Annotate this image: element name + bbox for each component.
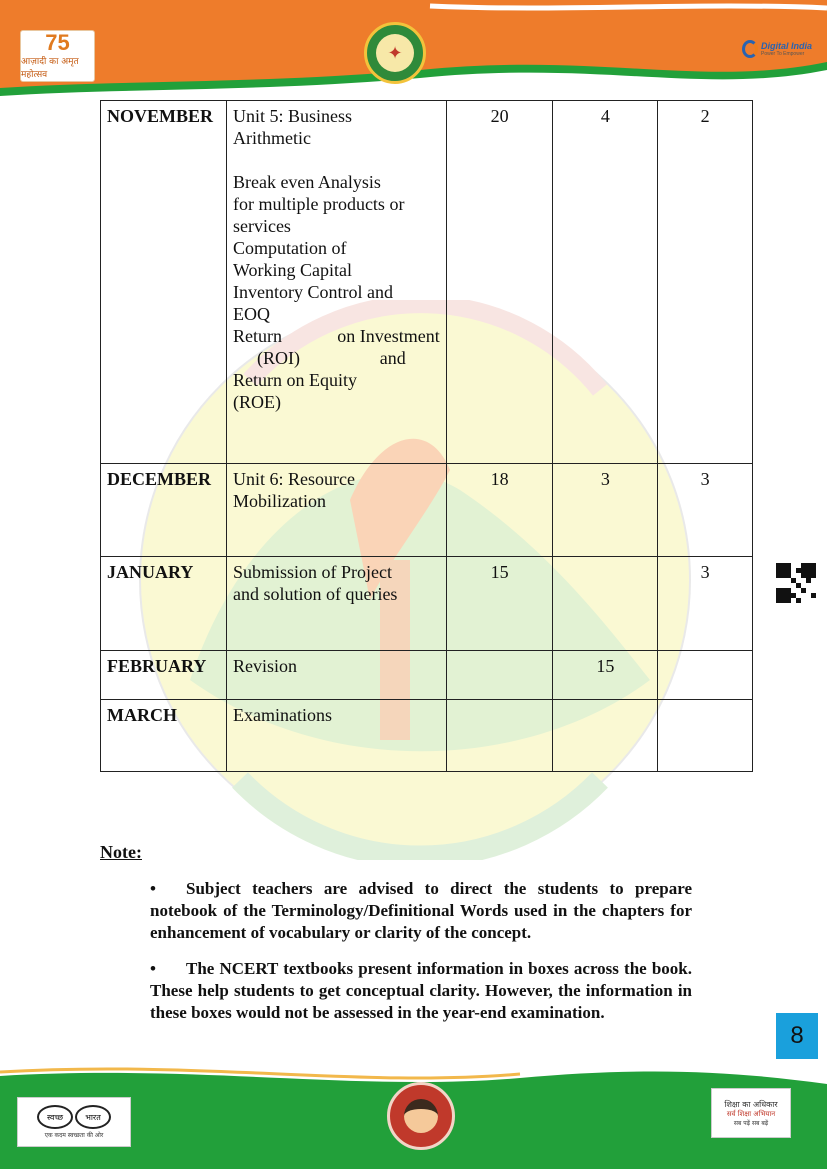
note-text: The NCERT textbooks present information in boxes across the book. These help students to get conceptual clarity. However, the information in these boxes would not be assessed in the year-end examination. [150, 959, 692, 1022]
lens-left: स्वच्छ [37, 1105, 73, 1129]
girl-face-icon [404, 1099, 438, 1133]
value-cell [553, 557, 658, 651]
topic-cell [226, 700, 446, 772]
topic-word: and [379, 348, 406, 368]
topic-line: services [232, 216, 291, 236]
note-text: Subject teachers are advised to direct the students to prepare notebook of the Terminology/Definitional Words used in the chapters for enhancement of vocabulary or clarity of the concept. [150, 879, 692, 942]
month-cell: FEBRUARY [101, 651, 227, 700]
page-header [0, 0, 827, 100]
topic-line [233, 325, 440, 347]
month-cell: JANUARY [101, 557, 227, 651]
digital-india-logo [742, 40, 812, 58]
value-cell: 2 [658, 101, 753, 464]
topic-line: Computation of [232, 238, 347, 258]
digital-india-subtitle: Power To Empower [761, 50, 805, 57]
beti-bachao-icon [387, 1082, 455, 1150]
note-item [150, 958, 692, 1024]
month-cell: MARCH [101, 700, 227, 772]
shiksha-line2: सर्व शिक्षा अभियान [726, 1110, 776, 1118]
value-cell: 3 [658, 557, 753, 651]
value-cell: 15 [553, 651, 658, 700]
topic-line: Working Capital [232, 260, 352, 280]
table-row [101, 101, 753, 464]
table-row [101, 651, 753, 700]
bullet: • [150, 959, 156, 978]
topic-line: Inventory Control and [232, 282, 393, 302]
topic-line: and solution of queries [232, 584, 398, 604]
topic-line [233, 347, 440, 369]
note-item [150, 878, 692, 944]
glasses-icon [37, 1105, 111, 1129]
bullet: • [150, 879, 156, 898]
topic-line: Revision [232, 656, 297, 676]
value-cell: 18 [446, 464, 553, 557]
lens-right: भारत [75, 1105, 111, 1129]
qr-code-icon[interactable] [776, 563, 816, 603]
topic-word: on Investment [337, 326, 440, 346]
topic-line: Examinations [232, 705, 332, 725]
month-cell: DECEMBER [101, 464, 227, 557]
shiksha-line3: सब पढ़ें सब बढ़ें [733, 1120, 769, 1127]
note-title: Note: [100, 842, 142, 862]
topic-word: (ROI) [256, 348, 300, 368]
value-cell [553, 700, 658, 772]
table-row [101, 464, 753, 557]
topic-cell [226, 557, 446, 651]
monthly-plan-table [100, 100, 753, 772]
page-number: 8 [776, 1013, 818, 1059]
topic-line: Break even Analysis [232, 172, 381, 192]
value-cell [446, 700, 553, 772]
topic-line: Arithmetic [232, 128, 311, 148]
board-seal-icon [364, 22, 426, 84]
topic-line: EOQ [232, 304, 270, 324]
swachh-tagline: एक कदम स्वच्छता की ओर [44, 1132, 104, 1139]
value-cell [658, 651, 753, 700]
value-cell: 3 [553, 464, 658, 557]
topic-line: Submission of Project [232, 562, 392, 582]
topic-cell [226, 101, 446, 464]
torch-icon: ✦ [376, 34, 414, 72]
shiksha-ka-adhikar-logo [711, 1088, 791, 1138]
digital-india-title: Digital India [761, 40, 813, 51]
value-cell [658, 700, 753, 772]
table-row [101, 700, 753, 772]
value-cell: 20 [446, 101, 553, 464]
topic-line: Unit 5: Business [232, 106, 352, 126]
month-cell: NOVEMBER [101, 101, 227, 464]
topic-line: Unit 6: Resource [232, 469, 355, 489]
topic-line: (ROE) [232, 392, 281, 412]
value-cell [446, 651, 553, 700]
table-row [101, 557, 753, 651]
shiksha-line1: शिक्षा का अधिकार [724, 1100, 778, 1109]
topic-cell [226, 651, 446, 700]
value-cell: 3 [658, 464, 753, 557]
topic-word: Return [232, 326, 282, 346]
value-cell: 15 [446, 557, 553, 651]
topic-line: for multiple products or [232, 194, 405, 214]
logo-text: आज़ादी का अमृत महोत्सव [21, 57, 79, 80]
azadi-ka-amrit-mahotsav-logo [20, 30, 95, 82]
logo-number: 75 [45, 30, 70, 55]
topic-cell [226, 464, 446, 557]
value-cell: 4 [553, 101, 658, 464]
topic-line: Mobilization [232, 491, 326, 511]
digital-india-icon [742, 40, 758, 58]
swachh-bharat-logo [17, 1097, 131, 1147]
topic-line: Return on Equity [232, 370, 357, 390]
